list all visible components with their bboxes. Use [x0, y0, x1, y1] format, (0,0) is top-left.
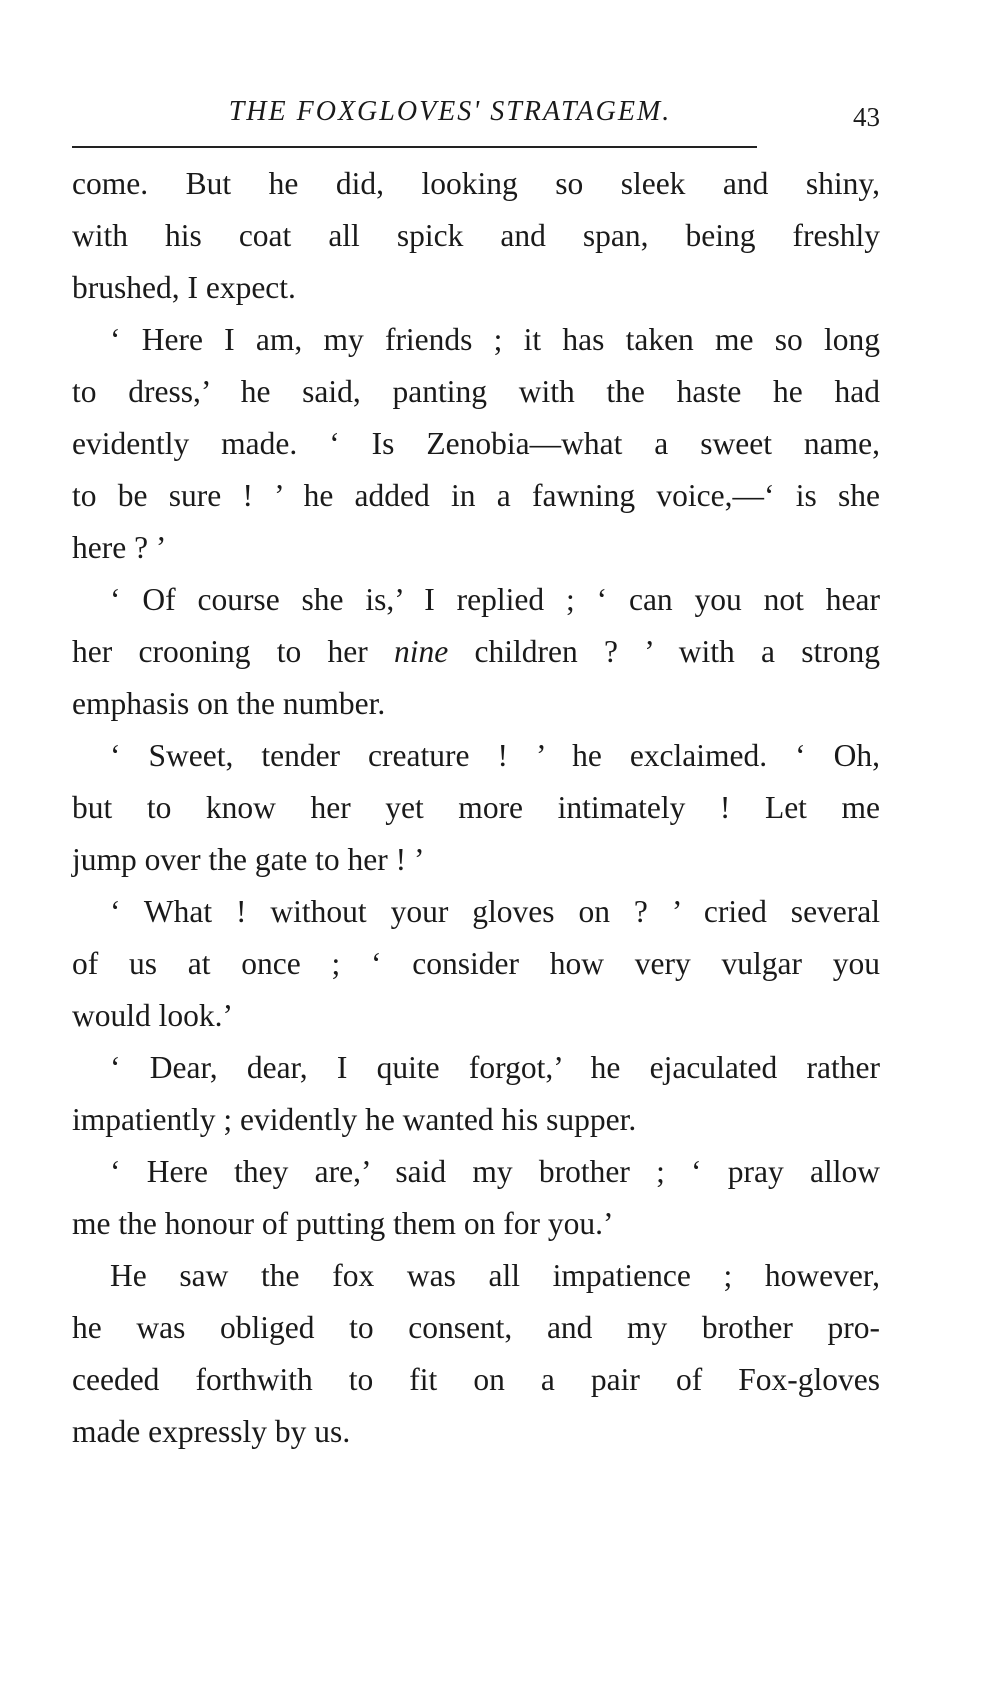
text-line: he was obliged to consent, and my brother pro- [72, 1310, 880, 1345]
running-head [72, 96, 880, 140]
body-text [72, 158, 880, 1458]
text-line: of us at once ; ‘ consider how very vulgar you [72, 946, 880, 981]
running-title: THE FOXGLOVES' STRATAGEM. [228, 96, 672, 127]
text-line: impatiently ; evidently he wanted his supper. [72, 1102, 637, 1137]
text-line: to dress,’ he said, panting with the haste he had [72, 374, 880, 409]
text-line: ‘ Sweet, tender creature ! ’ he exclaimed. ‘ Oh, [110, 738, 880, 773]
page-number: 43 [853, 102, 880, 132]
text-line: but to know her yet more intimately ! Let me [72, 790, 880, 825]
text-line: with his coat all spick and span, being freshly [72, 218, 880, 253]
header-rule [72, 146, 757, 148]
text-segment: children ? ’ with a strong [474, 634, 881, 669]
text-line: made expressly by us. [72, 1414, 351, 1449]
text-line: come. But he did, looking so sleek and shiny, [72, 166, 880, 201]
text-line: ceeded forthwith to fit on a pair of Fox-gloves [72, 1362, 880, 1397]
text-segment: her crooning to her [72, 634, 368, 669]
text-line: ‘ Here I am, my friends ; it has taken me so long [110, 322, 880, 357]
text-line-with-italic [72, 626, 880, 678]
text-line: jump over the gate to her ! ’ [72, 842, 425, 877]
text-line: here ? ’ [72, 530, 167, 565]
text-line: me the honour of putting them on for you.’ [72, 1206, 614, 1241]
text-line: brushed, I expect. [72, 270, 296, 305]
italic-word: nine [394, 634, 449, 669]
text-line: ‘ Dear, dear, I quite forgot,’ he ejaculated rather [110, 1050, 880, 1085]
text-line: ‘ Of course she is,’ I replied ; ‘ can you not hear [110, 582, 880, 617]
text-line: evidently made. ‘ Is Zenobia—what a sweet name, [72, 426, 880, 461]
text-line: ‘ Here they are,’ said my brother ; ‘ pray allow [110, 1154, 880, 1189]
text-line: emphasis on the number. [72, 686, 386, 721]
text-line: He saw the fox was all impatience ; however, [110, 1258, 880, 1293]
text-line: ‘ What ! without your gloves on ? ’ cried several [110, 894, 880, 929]
text-line: would look.’ [72, 998, 233, 1033]
text-line: to be sure ! ’ he added in a fawning voice,—‘ is she [72, 478, 880, 513]
